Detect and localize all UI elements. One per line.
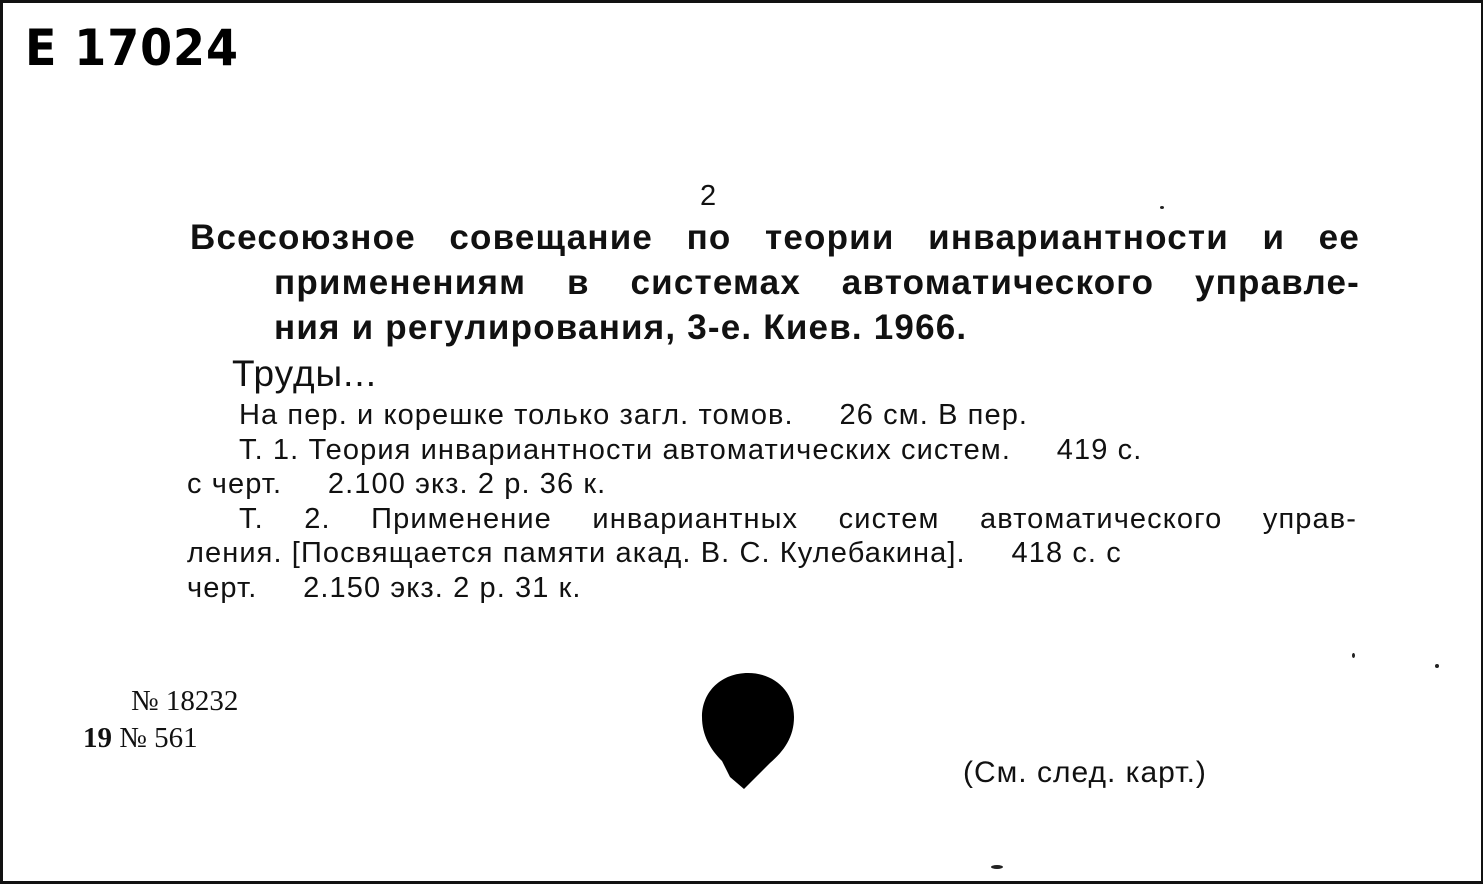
dust-speck: [1352, 653, 1355, 658]
title-line: ния и регулирования, 3-е. Киев. 1966.: [274, 308, 968, 347]
description-line: На пер. и корешке только загл. томов. 26 см. В пер.: [239, 399, 1029, 431]
registration-number: № 18232: [131, 685, 239, 717]
description-line: с черт. 2.100 экз. 2 р. 36 к.: [187, 468, 607, 500]
dust-speck: [991, 865, 1003, 869]
identifier-block: [83, 683, 238, 757]
description-line: Т. 1. Теория инвариантности автоматических систем. 419 с.: [239, 433, 1143, 466]
description-line: Т. 2. Применение инвариантных систем автоматического управ-: [239, 502, 1357, 535]
title-block: [190, 215, 1360, 350]
year-prefix: 19: [83, 722, 112, 754]
description-line: ления. [Посвящается памяти акад. В. С. Кулебакина]. 418 с. с: [187, 537, 1122, 569]
title-line: применениям в системах автоматического управле-: [274, 263, 1360, 302]
volume-index: 2: [700, 180, 717, 212]
description-block: [187, 398, 1357, 605]
dust-speck: [1160, 206, 1164, 209]
description-line: черт. 2.150 экз. 2 р. 31 к.: [187, 571, 582, 604]
dust-speck: [1435, 664, 1439, 668]
year-number-line: [83, 720, 238, 757]
catalog-number: E 17024: [25, 19, 239, 77]
title-line: Всесоюзное совещание по теории инвариантности и ее: [190, 218, 1360, 257]
year-number: № 561: [119, 722, 198, 754]
punched-hole: [700, 671, 796, 791]
works-heading: Труды...: [232, 353, 377, 394]
see-next-card-note: (См. след. карт.): [963, 756, 1207, 789]
